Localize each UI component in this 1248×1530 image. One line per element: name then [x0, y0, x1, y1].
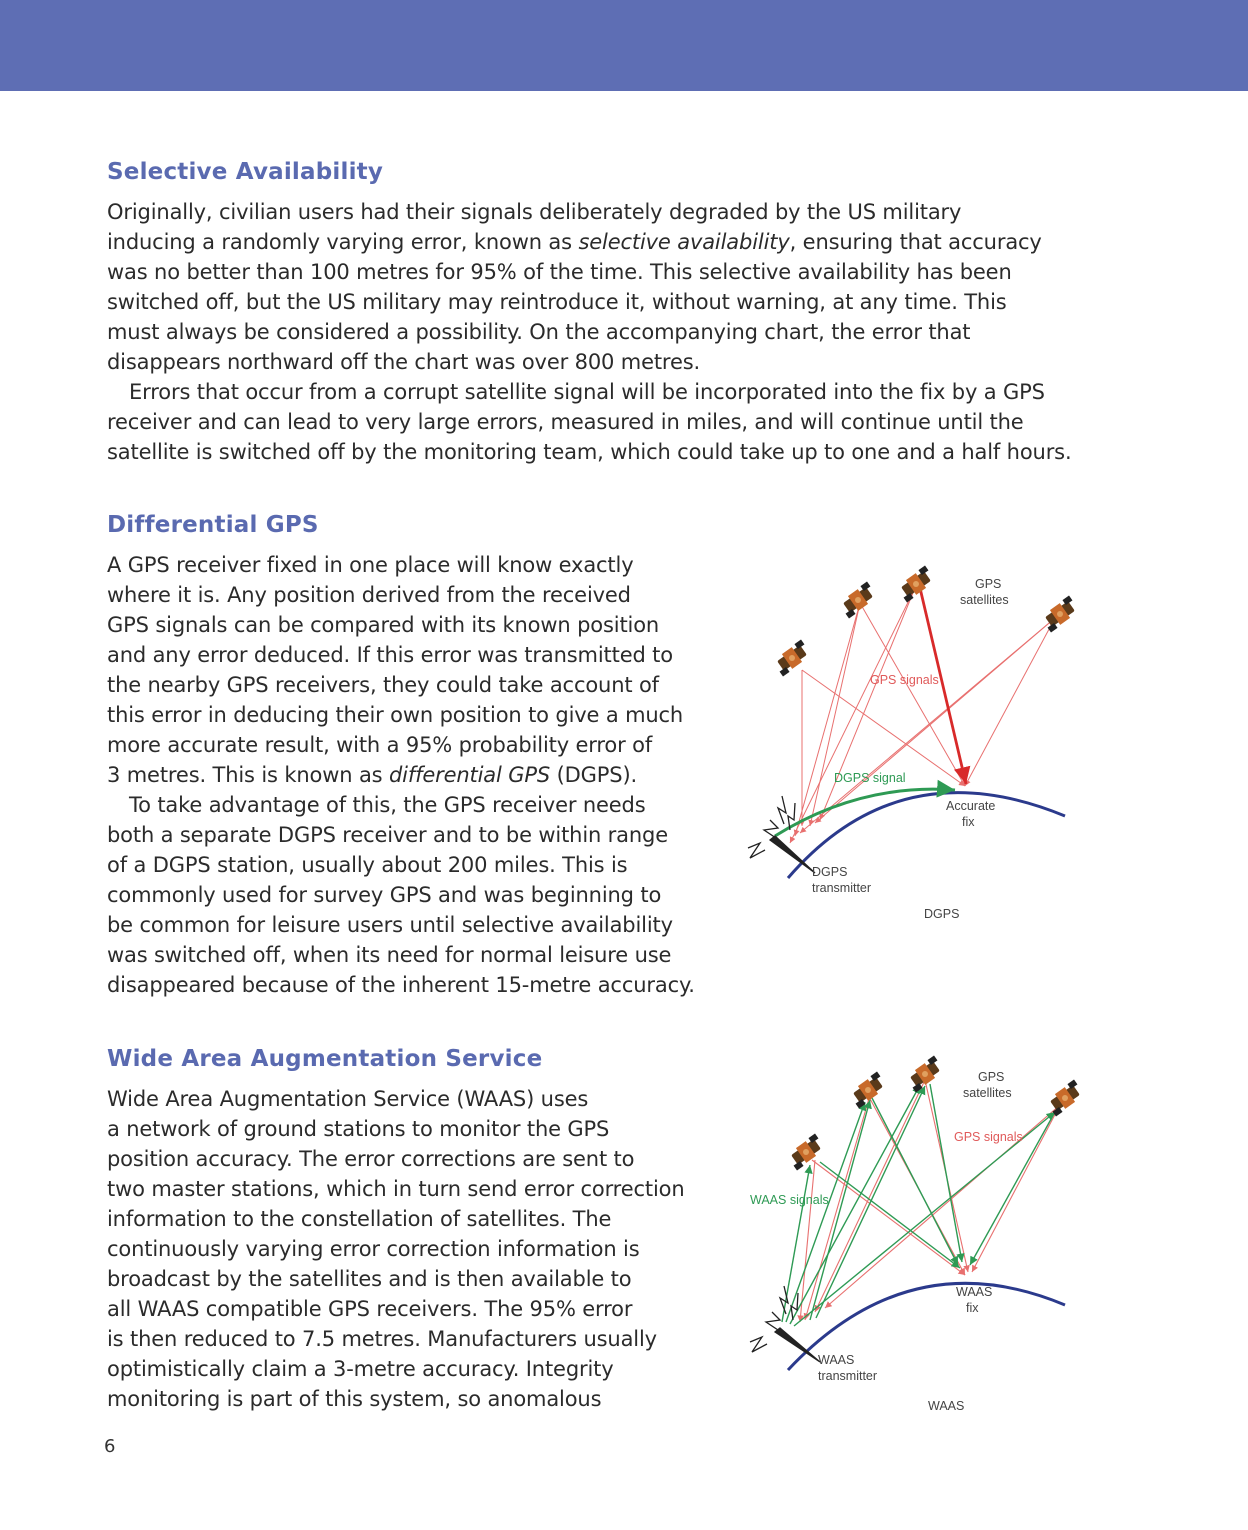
- satellite-icon: [1050, 1079, 1080, 1116]
- label-gps-satellites: satellites: [963, 1086, 1012, 1100]
- dgps-diagram-svg: [720, 558, 1100, 926]
- dgps-diagram: [720, 558, 1100, 926]
- section-waas: [107, 1044, 685, 1414]
- paragraph: A GPS receiver fixed in one place will know exactly where it is. Any position derived from the received GPS signals can be compared with its known position and any error deduced. If this error was transmitted to the nearby GPS receivers, they could take account of this error in deducing their own position to give a much more accurate result, with a 95% probability error of 3 metres. This is known as differential GPS (DGPS).: [107, 553, 684, 787]
- label-accurate-fix: Accurate: [946, 799, 996, 813]
- waas-diagram-svg: [720, 1050, 1100, 1415]
- label-dgps-transmitter: transmitter: [812, 881, 872, 895]
- section-selective-availability: [107, 157, 1072, 467]
- waas-diagram: [720, 1050, 1100, 1415]
- label-gps-satellites: GPS: [975, 577, 1002, 591]
- label-gps-satellites: GPS: [978, 1070, 1005, 1084]
- gps-signal-lines: [790, 588, 1055, 843]
- diagram-caption-waas: WAAS: [928, 1399, 965, 1413]
- satellite-icon: [1045, 595, 1075, 632]
- label-waas-fix: WAAS: [956, 1285, 993, 1299]
- heading-differential-gps: Differential GPS: [107, 512, 319, 538]
- satellite-icon: [791, 1133, 821, 1170]
- heading-waas: Wide Area Augmentation Service: [107, 1046, 543, 1072]
- satellite-icon: [901, 565, 931, 602]
- header-band: [0, 0, 1248, 91]
- label-waas-transmitter: WAAS: [818, 1353, 855, 1367]
- label-waas-fix: fix: [966, 1301, 979, 1315]
- term-selective-availability: selective availability: [578, 230, 790, 254]
- label-waas-signals: WAAS signals: [750, 1193, 829, 1207]
- paragraph: Errors that occur from a corrupt satellite signal will be incorporated into the fix by a GPS receiver and can lead to very large errors, measured in miles, and will continue until the satellite is switched off by the monitoring team, which could take up to one and a half hours.: [107, 380, 1072, 464]
- heading-selective-availability: Selective Availability: [107, 159, 384, 185]
- label-accurate-fix: fix: [962, 815, 975, 829]
- paragraph: To take advantage of this, the GPS receiver needs both a separate DGPS receiver and to be within range of a DGPS station, usually about 200 miles. This is commonly used for survey GPS and was beginning to be common for leisure users until selective availability was switched off, when its need for normal leisure use disappeared because of the inherent 15-metre accuracy.: [107, 793, 695, 997]
- label-dgps-transmitter: DGPS: [812, 865, 848, 879]
- paragraph: Originally, civilian users had their signals deliberately degraded by the US military inducing a randomly varying error, known as selective availability, ensuring that accuracy was no better than 100 metres for 95% of the time. This selective availability has been switched off, but the US military may reintroduce it, without warning, at any time. This must always be considered a possibility. On the accompanying chart, the error that disappears northward off the chart was over 800 metres.: [107, 200, 1042, 374]
- section-differential-gps: [107, 510, 695, 1000]
- label-gps-satellites: satellites: [960, 593, 1009, 607]
- diagram-caption-dgps: DGPS: [924, 907, 960, 921]
- label-dgps-signal: DGPS signal: [834, 771, 906, 785]
- label-gps-signals: GPS signals: [870, 673, 939, 687]
- label-gps-signals: GPS signals: [954, 1130, 1023, 1144]
- paragraph: Wide Area Augmentation Service (WAAS) uses a network of ground stations to monitor the GPS position accuracy. The error corrections are sent to two master stations, which in turn send error correction information to the constellation of satellites. The continuously varying error correction information is broadcast by the satellites and is then available to all WAAS compatible GPS receivers. The 95% error is then reduced to 7.5 metres. Manufacturers usually optimistically claim a 3-metre accuracy. Integrity monitoring is part of this system, so anomalous: [107, 1087, 685, 1411]
- label-waas-transmitter: transmitter: [818, 1369, 878, 1383]
- term-differential-gps: differential GPS: [388, 763, 551, 787]
- page-number: 6: [104, 1436, 116, 1457]
